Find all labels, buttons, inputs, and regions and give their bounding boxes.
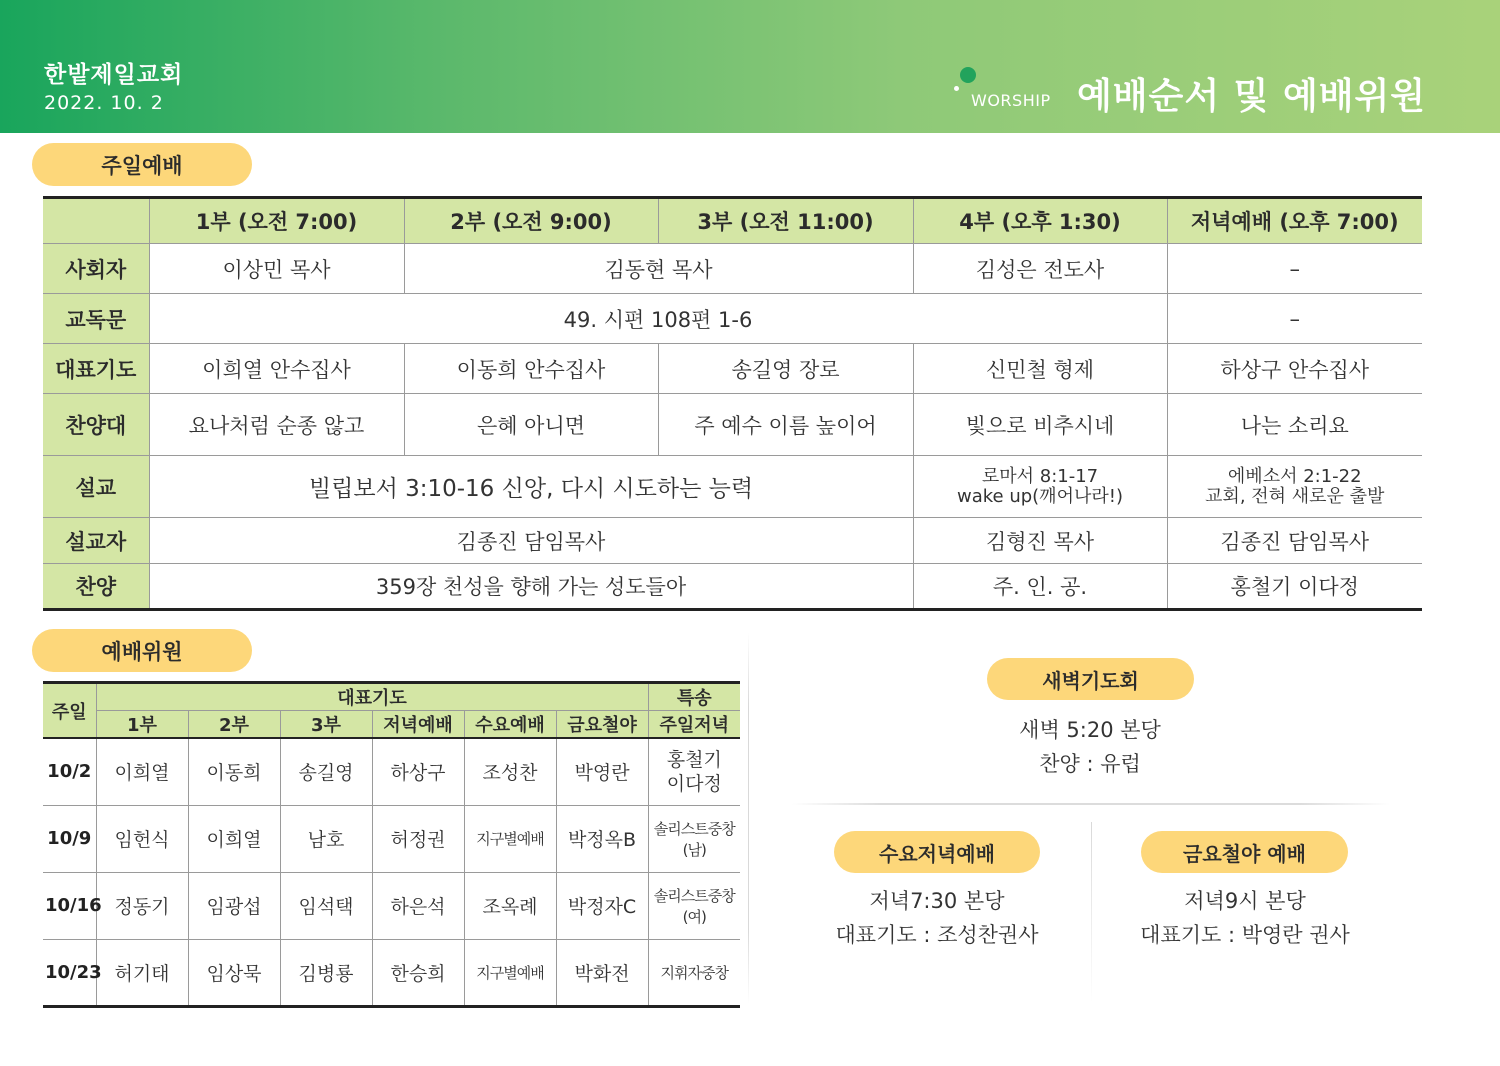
table-row: [43, 738, 740, 805]
table-cell: 박화전: [556, 939, 648, 1006]
row-header: 설교자: [43, 518, 149, 564]
header-banner: [0, 0, 1500, 133]
table-row: [43, 872, 740, 939]
table-cell: 김형진 목사: [913, 518, 1167, 564]
wednesday-service-info: [787, 884, 1087, 952]
row-date: 10/9: [43, 805, 96, 872]
table-cell: [648, 738, 740, 805]
column-header: 주일: [43, 683, 96, 739]
friday-service-pill: 금요철야 예배: [1141, 831, 1348, 873]
table-row: [43, 294, 1422, 344]
green-dot-icon: [960, 67, 976, 83]
white-dot-icon: [954, 86, 959, 91]
vertical-divider: [1091, 822, 1092, 1004]
table-cell: 송길영: [280, 738, 372, 805]
column-header: 2부 (오전 9:00): [404, 198, 658, 244]
horizontal-divider: [792, 803, 1390, 805]
sunday-service-table: [43, 196, 1422, 611]
table-row: [43, 805, 740, 872]
table-cell: 하상구 안수집사: [1167, 344, 1422, 394]
dawn-prayer-hymn: 찬양 : 유럽: [1039, 752, 1141, 776]
table-cell: 솔리스트중창(남): [648, 805, 740, 872]
table-cell: 박정옥B: [556, 805, 648, 872]
friday-prayer: 대표기도 : 박영란 권사: [1140, 923, 1350, 947]
table-cell: 나는 소리요: [1167, 394, 1422, 456]
sermon-title: wake up(깨어나라!): [957, 485, 1123, 507]
row-date: 10/2: [43, 738, 96, 805]
table-cell: 이동희 안수집사: [404, 344, 658, 394]
table-row: [43, 456, 1422, 518]
column-header: 4부 (오후 1:30): [913, 198, 1167, 244]
table-cell: 박영란: [556, 738, 648, 805]
page-title: 예배순서 및 예배위원: [1077, 76, 1427, 117]
table-cell: –: [1167, 244, 1422, 294]
column-header: 2부: [188, 711, 280, 739]
row-date: 10/23: [43, 939, 96, 1006]
table-header-row: [43, 198, 1422, 244]
wednesday-prayer: 대표기도 : 조성찬권사: [835, 923, 1039, 947]
table-cell: 이희열 안수집사: [149, 344, 404, 394]
table-row: [43, 244, 1422, 294]
table-cell: 이희열: [188, 805, 280, 872]
column-header: 특송: [648, 683, 740, 711]
table-cell: 빌립보서 3:10-16 신앙, 다시 시도하는 능력: [149, 456, 913, 518]
table-cell: 임석택: [280, 872, 372, 939]
table-cell: 주. 인. 공.: [913, 564, 1167, 610]
friday-time: 저녁9시 본당: [1184, 889, 1306, 913]
wednesday-time: 저녁7:30 본당: [869, 889, 1005, 913]
column-header: 3부 (오전 11:00): [658, 198, 913, 244]
table-cell: 임상묵: [188, 939, 280, 1006]
table-cell: 김동현 목사: [404, 244, 913, 294]
worship-label-en: WORSHIP: [971, 91, 1051, 110]
table-cell: 박정자C: [556, 872, 648, 939]
table-cell: 한승희: [372, 939, 464, 1006]
table-cell: 송길영 장로: [658, 344, 913, 394]
table-row: [43, 344, 1422, 394]
table-header-row: [43, 683, 740, 711]
table-cell: 김성은 전도사: [913, 244, 1167, 294]
worship-staff-table: [43, 681, 740, 1008]
column-header: 대표기도: [96, 683, 648, 711]
row-header: 사회자: [43, 244, 149, 294]
dawn-prayer-pill: 새벽기도회: [987, 658, 1194, 700]
table-cell: 조성찬: [464, 738, 556, 805]
vertical-divider: [748, 632, 749, 1004]
sermon-title: 교회, 전혀 새로운 출발: [1205, 485, 1385, 507]
table-cell: 이동희: [188, 738, 280, 805]
table-cell: 홍철기 이다정: [1167, 564, 1422, 610]
table-cell: 임헌식: [96, 805, 188, 872]
column-header: 금요철야: [556, 711, 648, 739]
table-cell: –: [1167, 294, 1422, 344]
table-cell: 이상민 목사: [149, 244, 404, 294]
column-header: 저녁예배: [372, 711, 464, 739]
singer-name: 이다정: [666, 772, 722, 795]
table-cell: 김병룡: [280, 939, 372, 1006]
table-cell: 빛으로 비추시네: [913, 394, 1167, 456]
table-cell: [913, 456, 1167, 518]
table-cell: 김종진 담임목사: [1167, 518, 1422, 564]
table-cell: 허정권: [372, 805, 464, 872]
table-cell: 임광섭: [188, 872, 280, 939]
row-header: 교독문: [43, 294, 149, 344]
table-cell: 남호: [280, 805, 372, 872]
column-header: 저녁예배 (오후 7:00): [1167, 198, 1422, 244]
table-cell: 49. 시편 108편 1-6: [149, 294, 1167, 344]
friday-service-info: [1095, 884, 1395, 952]
column-header: 1부: [96, 711, 188, 739]
church-name: 한밭제일교회: [44, 62, 184, 88]
table-cell: 지휘자중창: [648, 939, 740, 1006]
bulletin-date: 2022. 10. 2: [44, 92, 164, 114]
table-cell: 지구별예배: [464, 939, 556, 1006]
table-row: [43, 518, 1422, 564]
corner-cell: [43, 198, 149, 244]
singer-name: 홍철기: [666, 748, 722, 771]
table-cell: 허기태: [96, 939, 188, 1006]
table-cell: 이희열: [96, 738, 188, 805]
table-row: [43, 564, 1422, 610]
column-header: 주일저녁: [648, 711, 740, 739]
sunday-service-pill: 주일예배: [32, 143, 252, 186]
table-cell: 요나처럼 순종 않고: [149, 394, 404, 456]
row-header: 설교: [43, 456, 149, 518]
table-cell: 김종진 담임목사: [149, 518, 913, 564]
table-cell: [1167, 456, 1422, 518]
table-cell: 하상구: [372, 738, 464, 805]
column-header: 3부: [280, 711, 372, 739]
row-header: 대표기도: [43, 344, 149, 394]
sermon-text: 로마서 8:1-17: [981, 465, 1099, 487]
column-header: 수요예배: [464, 711, 556, 739]
table-cell: 정동기: [96, 872, 188, 939]
table-header-row: [43, 711, 740, 739]
row-date: 10/16: [43, 872, 96, 939]
dawn-prayer-info: [940, 713, 1240, 781]
wednesday-service-pill: 수요저녁예배: [834, 831, 1040, 873]
table-cell: 지구별예배: [464, 805, 556, 872]
staff-pill: 예배위원: [32, 629, 252, 672]
table-cell: 조옥례: [464, 872, 556, 939]
table-cell: 359장 천성을 향해 가는 성도들아: [149, 564, 913, 610]
sermon-text: 에베소서 2:1-22: [1227, 465, 1362, 487]
table-cell: 솔리스트중창(여): [648, 872, 740, 939]
row-header: 찬양: [43, 564, 149, 610]
row-header: 찬양대: [43, 394, 149, 456]
column-header: 1부 (오전 7:00): [149, 198, 404, 244]
dawn-prayer-time: 새벽 5:20 본당: [1019, 718, 1161, 742]
table-cell: 신민철 형제: [913, 344, 1167, 394]
table-row: [43, 939, 740, 1006]
table-cell: 하은석: [372, 872, 464, 939]
table-row: [43, 394, 1422, 456]
table-cell: 주 예수 이름 높이어: [658, 394, 913, 456]
table-cell: 은혜 아니면: [404, 394, 658, 456]
